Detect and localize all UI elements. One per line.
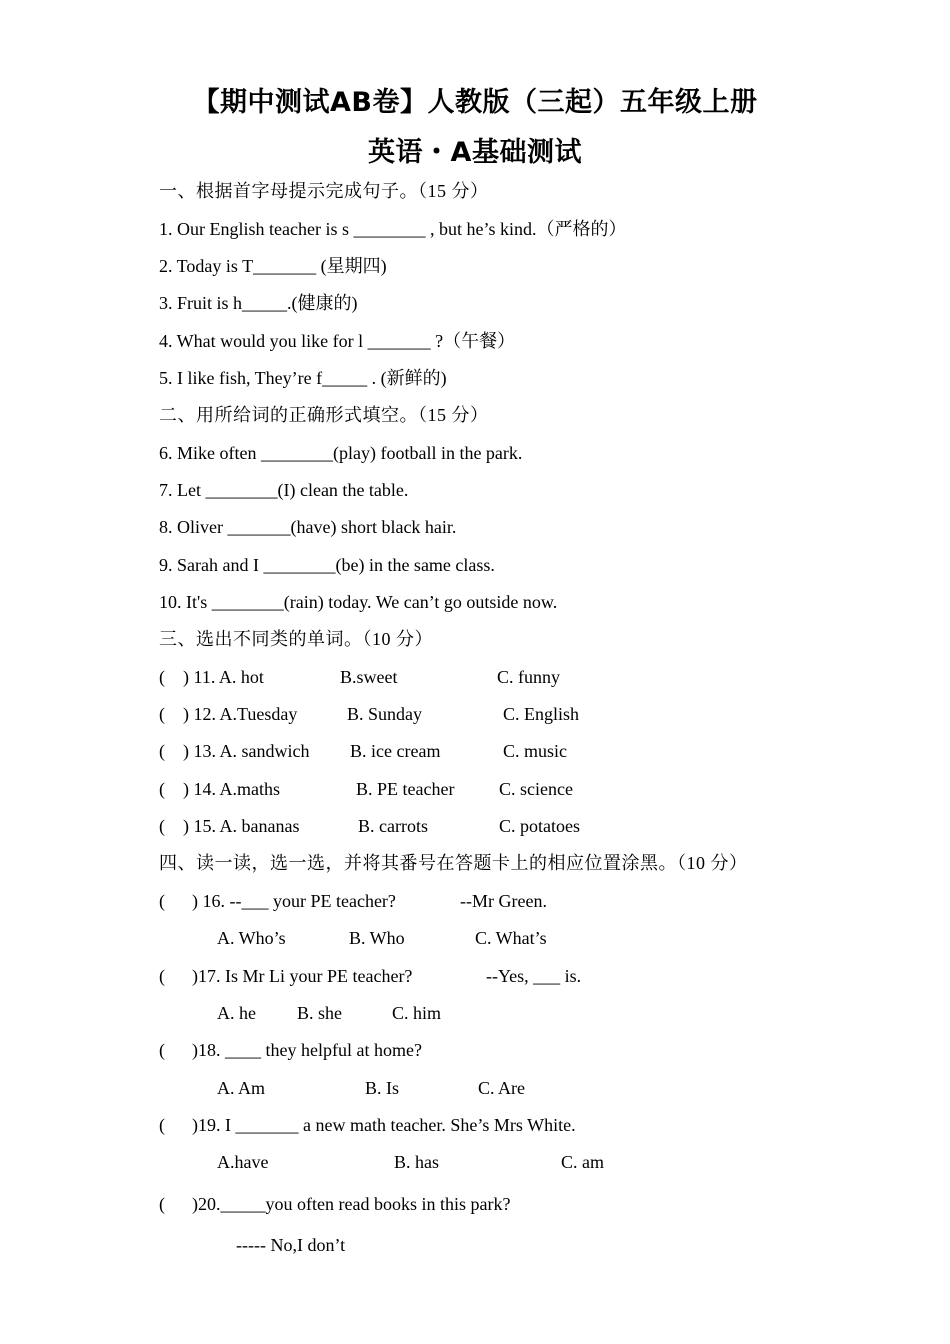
section-heading-2: 二、用所给词的正确形式填空。（15 分） (159, 405, 489, 425)
option-17-a: A. he (217, 1003, 256, 1023)
question-17-answer: --Yes, ___ is. (486, 966, 582, 986)
question-17: ( )17. Is Mr Li your PE teacher? (159, 966, 413, 986)
question-13: ( ) 13. A. sandwich (159, 741, 310, 761)
option-16-c: C. What’s (475, 928, 547, 948)
question-15: ( ) 15. A. bananas (159, 816, 300, 836)
question-8: 8. Oliver _______(have) short black hair. (159, 517, 457, 537)
option-16-b: B. Who (349, 928, 405, 948)
option-19-c: C. am (561, 1152, 604, 1172)
option-19-b: B. has (394, 1152, 439, 1172)
question-12: ( ) 12. A.Tuesday (159, 704, 298, 724)
section-heading-3: 三、选出不同类的单词。（10 分） (159, 629, 433, 649)
question-20: ( )20._____you often read books in this park? (159, 1194, 511, 1214)
option-15-c: C. potatoes (499, 816, 580, 836)
question-3: 3. Fruit is h_____.(健康的) (159, 293, 358, 313)
question-6: 6. Mike often ________(play) football in the park. (159, 443, 523, 463)
question-10: 10. It's ________(rain) today. We can’t go outside now. (159, 592, 558, 612)
option-18-c: C. Are (478, 1078, 525, 1098)
question-1: 1. Our English teacher is s ________ , but he’s kind.（严格的） (159, 219, 627, 239)
question-18: ( )18. ____ they helpful at home? (159, 1040, 422, 1060)
question-9: 9. Sarah and I ________(be) in the same class. (159, 555, 495, 575)
option-17-b: B. she (297, 1003, 342, 1023)
title-line-2: 英语・A基础测试 (368, 137, 582, 168)
option-18-b: B. Is (365, 1078, 400, 1098)
option-19-a: A.have (217, 1152, 269, 1172)
option-15-b: B. carrots (358, 816, 428, 836)
question-19: ( )19. I _______ a new math teacher. She’s Mrs White. (159, 1115, 576, 1135)
question-20-answer: ----- No,I don’t (236, 1235, 346, 1255)
question-2: 2. Today is T_______ (星期四) (159, 256, 387, 276)
question-5: 5. I like fish, They’re f_____ . (新鲜的) (159, 368, 447, 388)
section-heading-4: 四、读一读，选一选，并将其番号在答题卡上的相应位置涂黑。（10 分） (159, 853, 748, 873)
option-12-c: C. English (503, 704, 580, 724)
question-4: 4. What would you like for l _______ ?（午餐） (159, 331, 516, 351)
question-7: 7. Let ________(I) clean the table. (159, 480, 409, 500)
question-16: ( ) 16. --___ your PE teacher? (159, 891, 396, 911)
title-line-1: 【期中测试AB卷】人教版（三起）五年级上册 (192, 87, 758, 118)
option-12-b: B. Sunday (347, 704, 423, 724)
option-11-c: C. funny (497, 667, 560, 687)
option-17-c: C. him (392, 1003, 442, 1023)
option-18-a: A. Am (217, 1078, 266, 1098)
option-14-b: B. PE teacher (356, 779, 455, 799)
question-14: ( ) 14. A.maths (159, 779, 280, 799)
option-13-c: C. music (503, 741, 568, 761)
option-11-b: B.sweet (340, 667, 398, 687)
option-14-c: C. science (499, 779, 573, 799)
option-16-a: A. Who’s (217, 928, 286, 948)
question-11: ( ) 11. A. hot (159, 667, 264, 687)
question-16-answer: --Mr Green. (460, 891, 547, 911)
option-13-b: B. ice cream (350, 741, 441, 761)
section-heading-1: 一、根据首字母提示完成句子。（15 分） (159, 181, 489, 201)
